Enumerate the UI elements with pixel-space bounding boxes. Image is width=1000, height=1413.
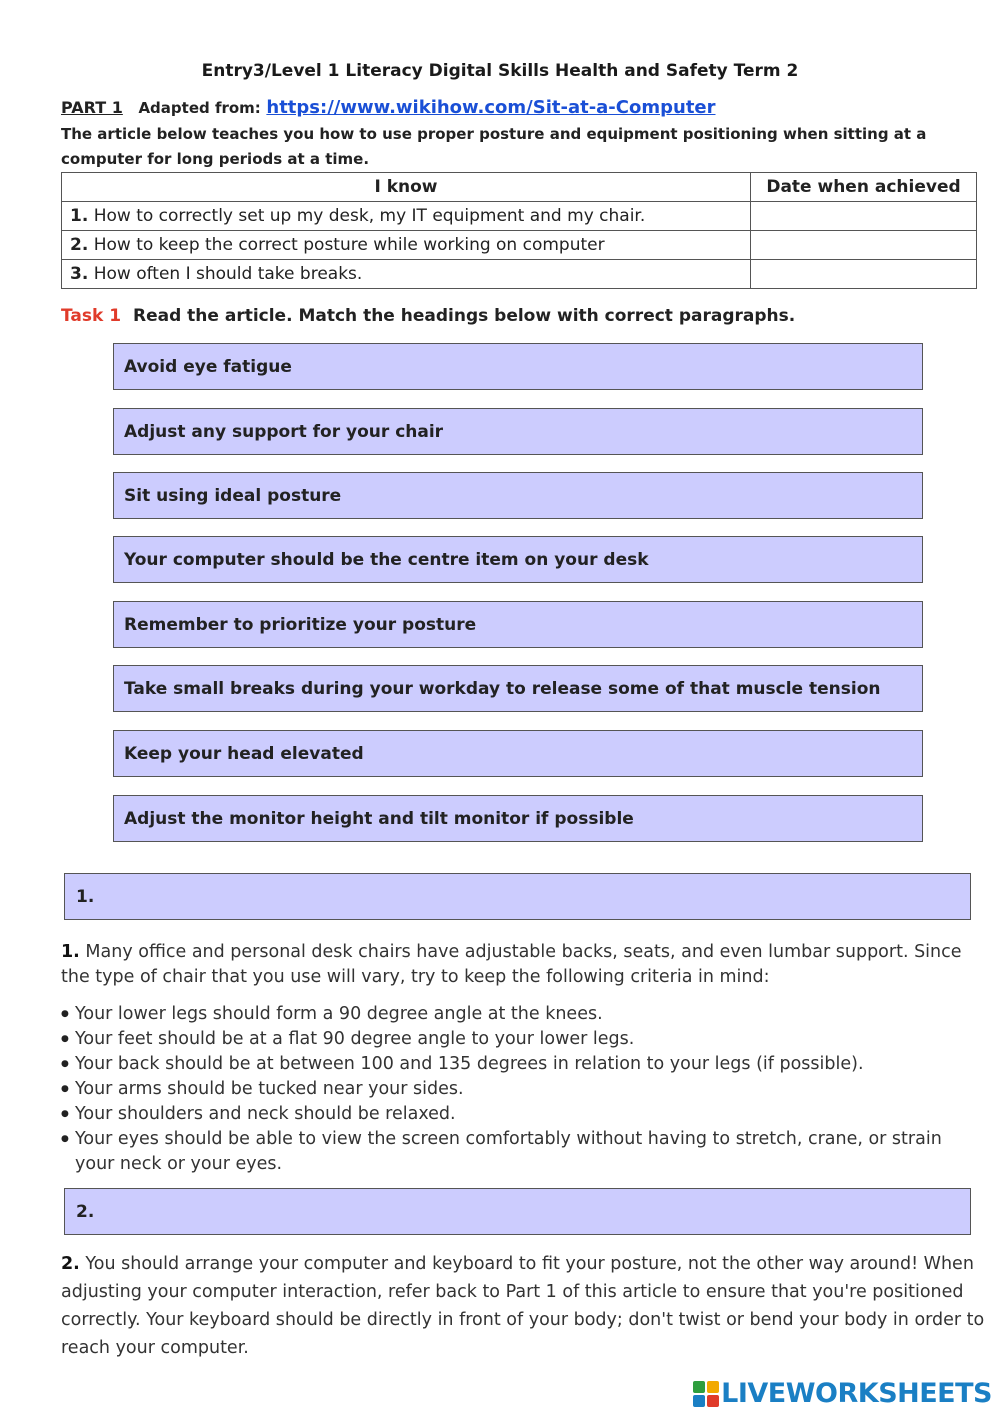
- logo-square: [707, 1395, 719, 1407]
- liveworksheets-logo-icon: [693, 1381, 719, 1407]
- heading-option[interactable]: Adjust the monitor height and tilt monitor if possible: [113, 795, 923, 842]
- table-cell-know: [62, 202, 751, 231]
- row-number: 1.: [70, 206, 89, 226]
- part1-header: [61, 97, 716, 118]
- table-cell-date[interactable]: [751, 260, 977, 289]
- table-row: [62, 202, 977, 231]
- paragraph-2: [61, 1250, 986, 1362]
- heading-option[interactable]: Remember to prioritize your posture: [113, 601, 923, 648]
- row-text: How to correctly set up my desk, my IT equipment and my chair.: [93, 206, 646, 226]
- criteria-list: [61, 1002, 981, 1177]
- i-know-table: [61, 172, 977, 289]
- table-cell-know: [62, 231, 751, 260]
- task1-header: [61, 306, 795, 326]
- heading-option[interactable]: Adjust any support for your chair: [113, 408, 923, 455]
- table-header-row: [62, 173, 977, 202]
- intro-text: The article below teaches you how to use proper posture and equipment positioning when sitting at a computer for long periods at a time.: [61, 125, 927, 168]
- heading-option[interactable]: Avoid eye fatigue: [113, 343, 923, 390]
- adapted-from-label: Adapted from:: [138, 99, 261, 117]
- row-text: How to keep the correct posture while working on computer: [93, 235, 605, 255]
- list-item: ● Your arms should be tucked near your sides.: [61, 1077, 981, 1102]
- table-row: [62, 260, 977, 289]
- row-number: 2.: [70, 235, 89, 255]
- column-header-i-know: I know: [62, 173, 751, 202]
- part1-label: PART 1: [61, 98, 123, 117]
- heading-option[interactable]: Keep your head elevated: [113, 730, 923, 777]
- paragraph-text: You should arrange your computer and keyboard to fit your posture, not the other way around! When adjusting your computer interaction, refer back to Part 1 of this article to ensure that you're positioned correctly. Your keyboard should be directly in front of your body; don't twist or bend your body in order to reach your computer.: [61, 1254, 985, 1358]
- task1-instruction: Read the article. Match the headings below with correct paragraphs.: [132, 306, 796, 326]
- table-row: [62, 231, 977, 260]
- column-header-date: Date when achieved: [751, 173, 977, 202]
- table-cell-know: [62, 260, 751, 289]
- heading-option[interactable]: Sit using ideal posture: [113, 472, 923, 519]
- answer-drop-zone-2[interactable]: 2.: [64, 1188, 971, 1235]
- logo-square: [693, 1381, 705, 1393]
- answer-drop-zone-1[interactable]: 1.: [64, 873, 971, 920]
- page-title: Entry3/Level 1 Literacy Digital Skills Health and Safety Term 2: [201, 61, 799, 81]
- paragraph-number: 1.: [61, 942, 80, 962]
- heading-option[interactable]: Take small breaks during your workday to release some of that muscle tension: [113, 665, 923, 712]
- source-link[interactable]: https://www.wikihow.com/Sit-at-a-Computer: [266, 97, 716, 118]
- logo-square: [693, 1395, 705, 1407]
- list-item: ● Your eyes should be able to view the screen comfortably without having to stretch, crane, or strain your neck or your eyes.: [61, 1127, 981, 1177]
- table-cell-date[interactable]: [751, 231, 977, 260]
- paragraph-number: 2.: [61, 1254, 80, 1274]
- paragraph-text: Many office and personal desk chairs have adjustable backs, seats, and even lumbar support. Since the type of chair that you use will vary, try to keep the following criteria in mind:: [61, 942, 962, 987]
- task1-label: Task 1: [61, 306, 122, 326]
- liveworksheets-logo: [693, 1378, 992, 1409]
- row-number: 3.: [70, 264, 89, 284]
- logo-text: LIVEWORKSHEETS: [721, 1378, 992, 1409]
- list-item: ● Your lower legs should form a 90 degree angle at the knees.: [61, 1002, 981, 1027]
- heading-option[interactable]: Your computer should be the centre item on your desk: [113, 536, 923, 583]
- list-item: ● Your back should be at between 100 and 135 degrees in relation to your legs (if possible).: [61, 1052, 981, 1077]
- row-text: How often I should take breaks.: [93, 264, 363, 284]
- logo-square: [707, 1381, 719, 1393]
- list-item: ● Your shoulders and neck should be relaxed.: [61, 1102, 981, 1127]
- paragraph-1: [61, 940, 986, 990]
- table-cell-date[interactable]: [751, 202, 977, 231]
- list-item: ● Your feet should be at a flat 90 degree angle to your lower legs.: [61, 1027, 981, 1052]
